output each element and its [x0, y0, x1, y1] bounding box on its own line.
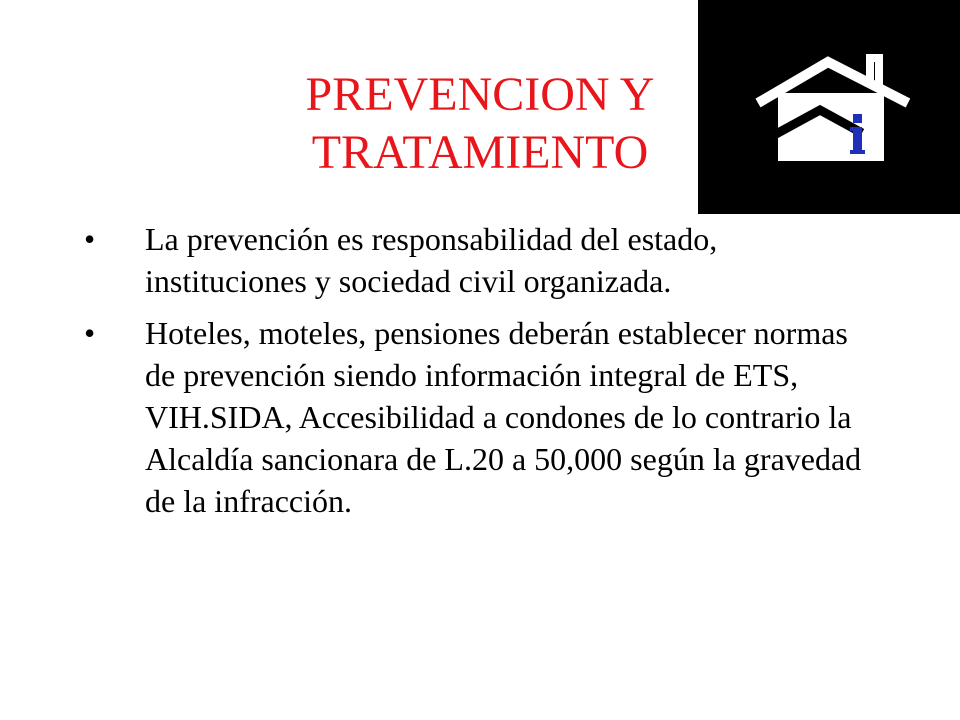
slide-title — [200, 66, 760, 182]
title-line-2: TRATAMIENTO — [311, 126, 649, 179]
title-line-1: PREVENCION Y — [305, 68, 655, 121]
bullet-item — [84, 312, 874, 522]
home-button[interactable] — [698, 0, 960, 214]
bullet-symbol: • — [84, 315, 96, 351]
bullet-item — [84, 218, 874, 302]
bullet-symbol: • — [84, 221, 96, 257]
bullet-text: La prevención es responsabilidad del estado, instituciones y sociedad civil organizada. — [145, 221, 718, 299]
bullet-list — [84, 218, 874, 532]
home-info-icon — [698, 0, 960, 214]
bullet-text: Hoteles, moteles, pensiones deberán establecer normas de prevención siendo información integral de ETS, VIH.SIDA, Accesibilidad a condones de lo contrario la Alcaldía sancionara de L.20 a 50,000 según la gravedad de la infracción. — [145, 315, 862, 519]
